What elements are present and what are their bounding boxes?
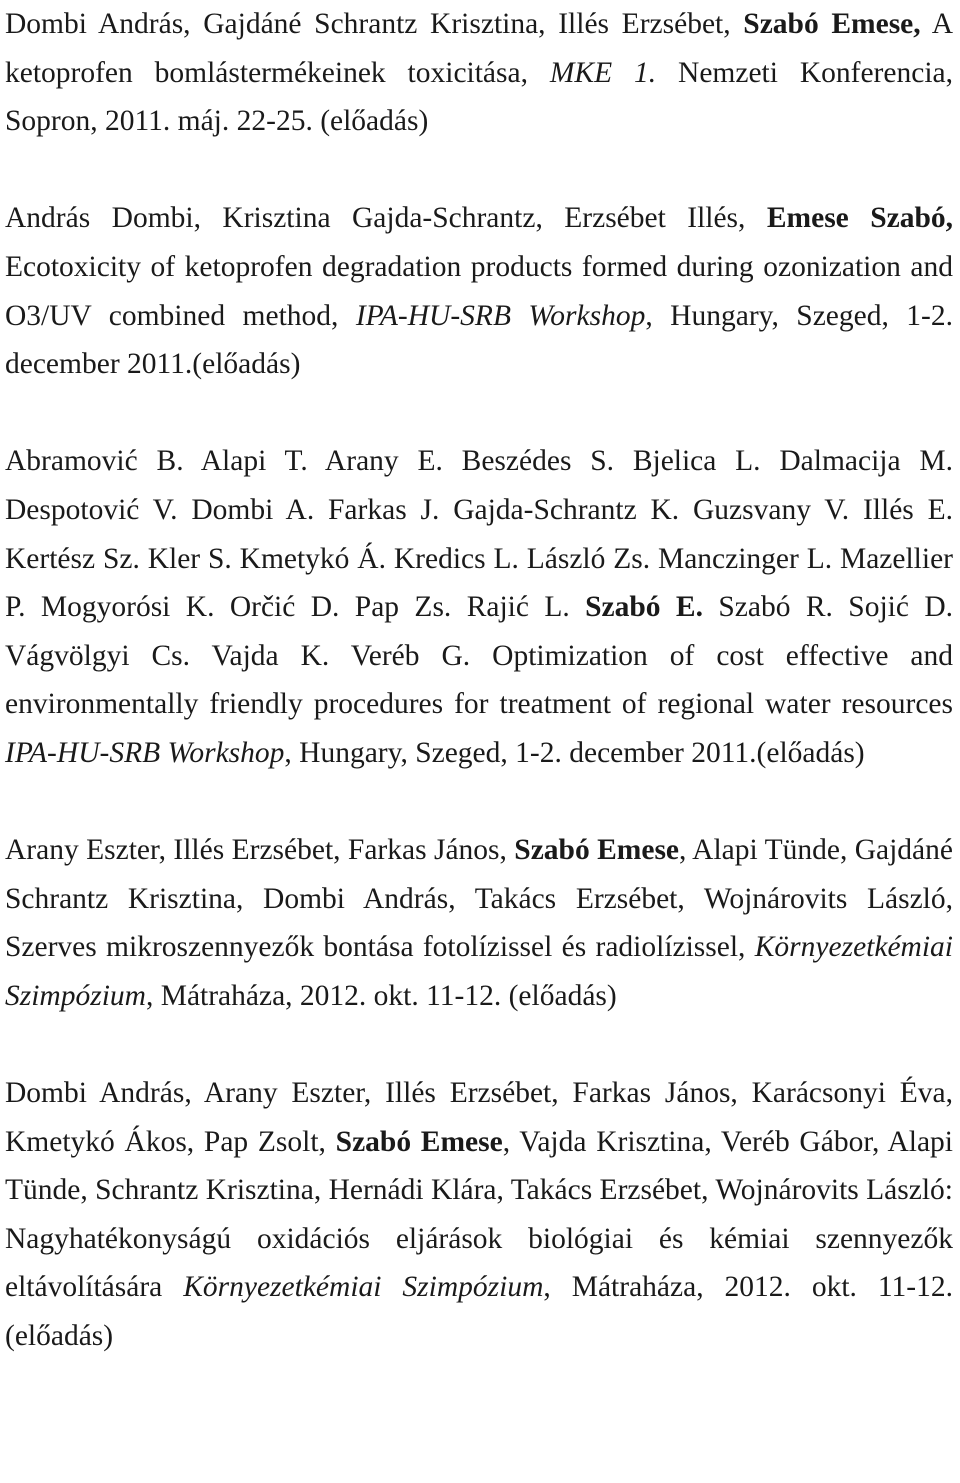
entry-text: András Dombi, Krisztina Gajda-Schrantz, Erzsébet Illés, [5, 202, 767, 235]
entry-spacer [5, 1020, 953, 1069]
publication-list [5, 0, 953, 1361]
author-highlight: Szabó Emese [335, 1125, 503, 1158]
author-highlight: Emese Szabó, [766, 202, 953, 235]
entry-text: , Alapi Tünde, Gajdáné Schrantz Krisztina, Dombi András, Takács Erzsébet, Wojnárovits László, Szerves mikroszennyezők bontása fotolízissel és radiolízissel, [5, 834, 953, 964]
venue-name: IPA-HU-SRB Workshop [355, 299, 646, 332]
entry-text: Abramović B. Alapi T. Arany E. Beszédes S. Bjelica L. Dalmacija M. Despotović V. Dombi A. Farkas J. Gajda-Schrantz K. Guzsvany V. Illés E. Kertész Sz. Kler S. Kmetykó Á. Kredics L. László Zs. Manczinger L. Mazellier P. Mogyorósi K. Orčić D. Pap Zs. Rajić L. [5, 445, 953, 624]
entry-text: , Vajda Krisztina, Veréb Gábor, Alapi Tünde, Schrantz Krisztina, Hernádi Klára, Takács Erzsébet, Wojnárovits László: Nagyhatékonyságú oxidációs eljárások biológiai és kémiai szennyezők eltávolítására [5, 1125, 953, 1304]
entry-text: Ecotoxicity of ketoprofen degradation products formed during ozonization and O3/UV combined method, [5, 250, 953, 332]
venue-name: MKE 1. [549, 56, 657, 89]
entry-text: Arany Eszter, Illés Erzsébet, Farkas János, [5, 834, 515, 867]
entry-text: Dombi András, Gajdáné Schrantz Krisztina, Illés Erzsébet, [5, 8, 744, 40]
entry-spacer [5, 146, 953, 195]
entry-text: Dombi András, Arany Eszter, Illés Erzsébet, Farkas János, Karácsonyi Éva, Kmetykó Ákos, Pap Zsolt, [5, 1077, 953, 1158]
venue-name: IPA-HU-SRB Workshop [5, 736, 285, 769]
entry-text: Szabó R. Sojić D. Vágvölgyi Cs. Vajda K. Veréb G. Optimization of cost effective and environmentally friendly procedures for treatment of regional water resources [5, 591, 953, 721]
author-highlight: Szabó E. [585, 591, 703, 624]
entry-text: , Hungary, Szeged, 1-2. december 2011.(előadás) [5, 299, 953, 381]
venue-name: Környezetkémiai Szimpózium [5, 931, 953, 1012]
author-highlight: Szabó Emese, [743, 8, 921, 40]
entry-spacer [5, 778, 953, 827]
entry-text: , Mátraháza, 2012. okt. 11-12. (előadás) [145, 979, 617, 1012]
entry-text: Nemzeti Konferencia, Sopron, 2011. máj. 22-25. (előadás) [5, 56, 953, 138]
entry-text: , Hungary, Szeged, 1-2. december 2011.(előadás) [284, 736, 865, 769]
venue-name: Környezetkémiai Szimpózium [183, 1271, 544, 1304]
publication-entry [5, 0, 953, 146]
publication-entry [5, 826, 953, 1020]
entry-text: A ketoprofen bomlástermékeinek toxicitása, [5, 8, 953, 89]
entry-spacer [5, 389, 953, 438]
publication-entry [5, 194, 953, 388]
author-highlight: Szabó Emese [514, 834, 680, 867]
publication-entry [5, 1069, 953, 1361]
entry-text: , Mátraháza, 2012. okt. 11-12. (előadás) [5, 1271, 953, 1353]
publication-entry [5, 437, 953, 777]
